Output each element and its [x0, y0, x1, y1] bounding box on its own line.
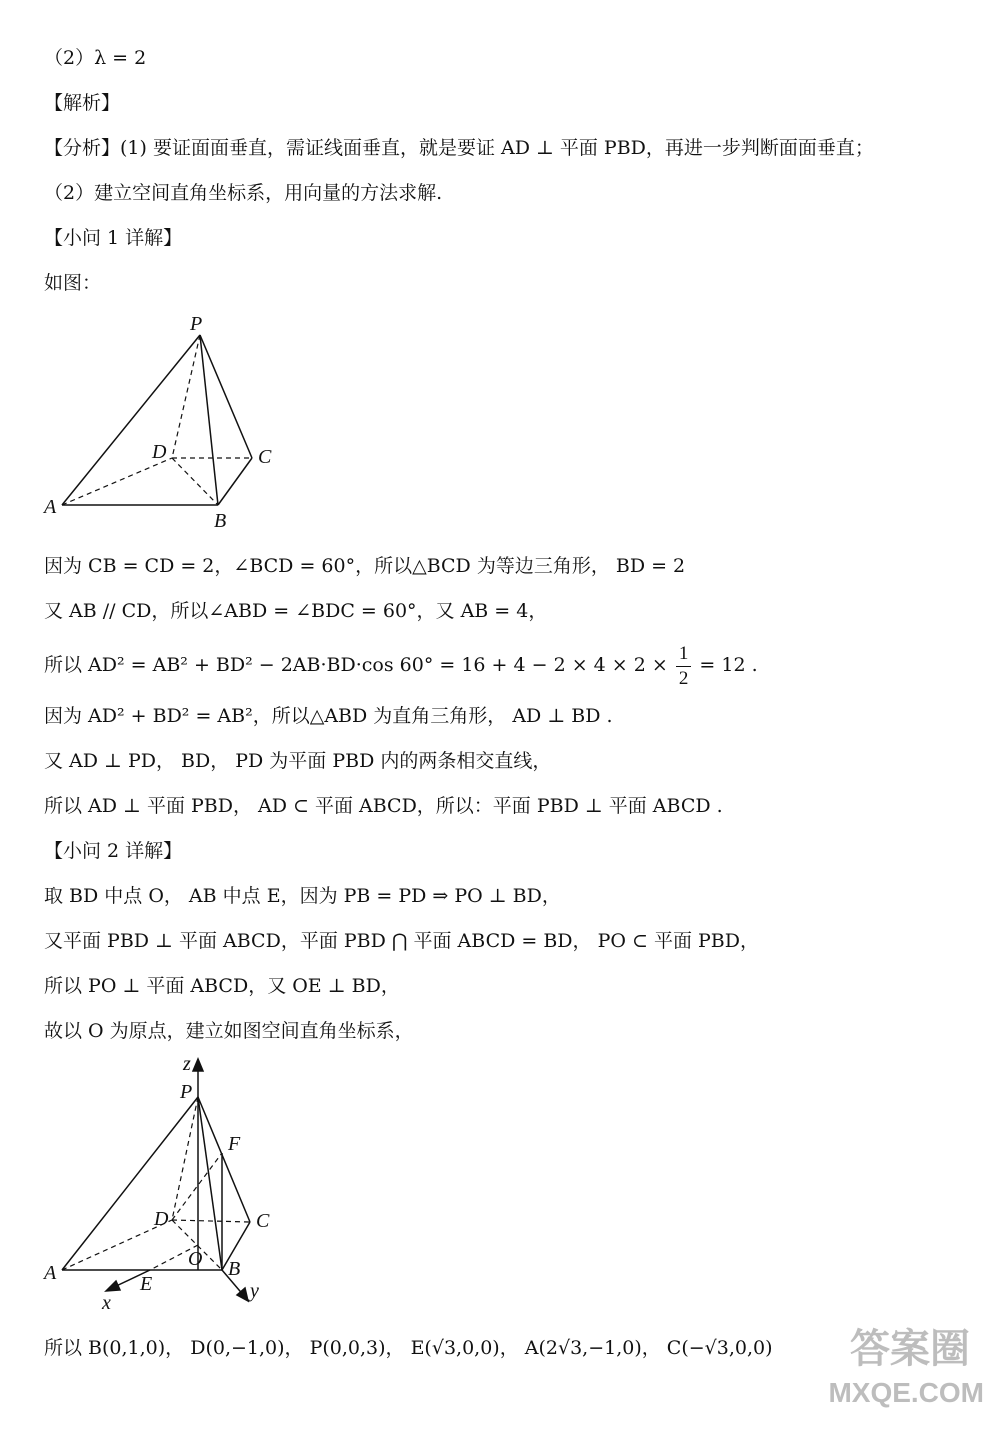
- label-z: z: [183, 1055, 191, 1075]
- edge-pa-2: [62, 1097, 198, 1270]
- coordinates-line: 所以 B(0,1,0)， D(0,−1,0)， P(0,0,3)， E(√3,0,0)， A(2√3,−1,0)， C(−√3,0,0): [44, 1337, 773, 1359]
- watermark-url: MXQE.COM: [828, 1377, 984, 1408]
- label-c-2: C: [256, 1210, 270, 1232]
- proof-line-3: [44, 640, 758, 691]
- label-f: F: [228, 1133, 241, 1155]
- proof-line-1: 因为 CB = CD = 2，∠BCD = 60°，所以△BCD 为等边三角形， BD = 2: [44, 555, 686, 577]
- watermark-logo: 答案圈: [850, 1326, 970, 1372]
- edge-pa: [62, 335, 200, 505]
- label-p: P: [190, 313, 203, 335]
- axis-z-arrow: [193, 1059, 203, 1071]
- pyramid-figure-2: [40, 1055, 300, 1315]
- edge-dc-2: [172, 1220, 250, 1222]
- edge-pb: [200, 335, 218, 505]
- proof-line-4: 因为 AD² + BD² = AB²，所以△ABD 为直角三角形， AD ⊥ BD .: [44, 705, 613, 727]
- edge-bc: [218, 458, 252, 505]
- edge-pd: [172, 335, 200, 458]
- fraction-denominator: 2: [678, 667, 689, 689]
- analysis-text-2: （2）建立空间直角坐标系，用向量的方法求解.: [44, 182, 443, 204]
- proof2-line-1: 取 BD 中点 O， AB 中点 E，因为 PB = PD ⇒ PO ⊥ BD，: [44, 885, 561, 907]
- proof2-line-3: 所以 PO ⊥ 平面 ABCD，又 OE ⊥ BD，: [44, 975, 400, 997]
- axis-x-arrow: [106, 1281, 120, 1291]
- proof-line-3b: = 12 .: [699, 654, 758, 676]
- proof-line-5: 又 AD ⊥ PD， BD， PD 为平面 PBD 内的两条相交直线，: [44, 750, 552, 772]
- edge-pb-2: [198, 1097, 222, 1270]
- watermark: [794, 1317, 984, 1427]
- label-c: C: [258, 446, 272, 468]
- label-p-2: P: [180, 1081, 193, 1103]
- proof-line-6: 所以 AD ⊥ 平面 PBD， AD ⊂ 平面 ABCD，所以：平面 PBD ⊥ 平面 ABCD .: [44, 795, 723, 817]
- analysis-text: 【分析】(1) 要证面面垂直，需证线面垂直，就是要证 AD ⊥ 平面 PBD，再进一步判断面面垂直；: [44, 137, 874, 159]
- edge-ad: [62, 458, 172, 505]
- part1-heading: 【小问 1 详解】: [44, 227, 183, 249]
- part2-heading: 【小问 2 详解】: [44, 840, 183, 862]
- label-a: A: [44, 496, 57, 518]
- label-d: D: [152, 441, 167, 463]
- edge-db: [172, 458, 218, 505]
- label-a-2: A: [44, 1262, 57, 1284]
- fraction-numerator: 1: [676, 642, 692, 667]
- edge-pd-2: [172, 1097, 198, 1220]
- proof-line-3a: 所以 AD² = AB² + BD² − 2AB·BD·cos 60° = 16 + 4 − 2 × 4 × 2 ×: [44, 654, 668, 676]
- label-y: y: [250, 1280, 259, 1302]
- proof2-line-4: 故以 O 为原点，建立如图空间直角坐标系，: [44, 1020, 414, 1042]
- figure-intro: 如图：: [44, 272, 102, 294]
- label-e: E: [140, 1273, 153, 1295]
- edge-pc: [200, 335, 252, 458]
- analysis-heading: 【解析】: [44, 92, 121, 114]
- label-b: B: [214, 510, 227, 532]
- label-b-2: B: [228, 1258, 241, 1280]
- proof-line-2: 又 AB // CD，所以∠ABD = ∠BDC = 60°，又 AB = 4，: [44, 600, 548, 622]
- proof2-line-2: 又平面 PBD ⊥ 平面 ABCD，平面 PBD ⋂ 平面 ABCD = BD， PO ⊂ 平面 PBD，: [44, 930, 759, 952]
- label-o: O: [188, 1248, 203, 1270]
- fraction-half: [676, 642, 692, 691]
- label-d-2: D: [154, 1208, 169, 1230]
- answer-line: （2）λ = 2: [44, 47, 147, 69]
- pyramid-figure-1: [40, 305, 300, 535]
- edge-pc-2: [198, 1097, 250, 1222]
- label-x: x: [102, 1292, 111, 1314]
